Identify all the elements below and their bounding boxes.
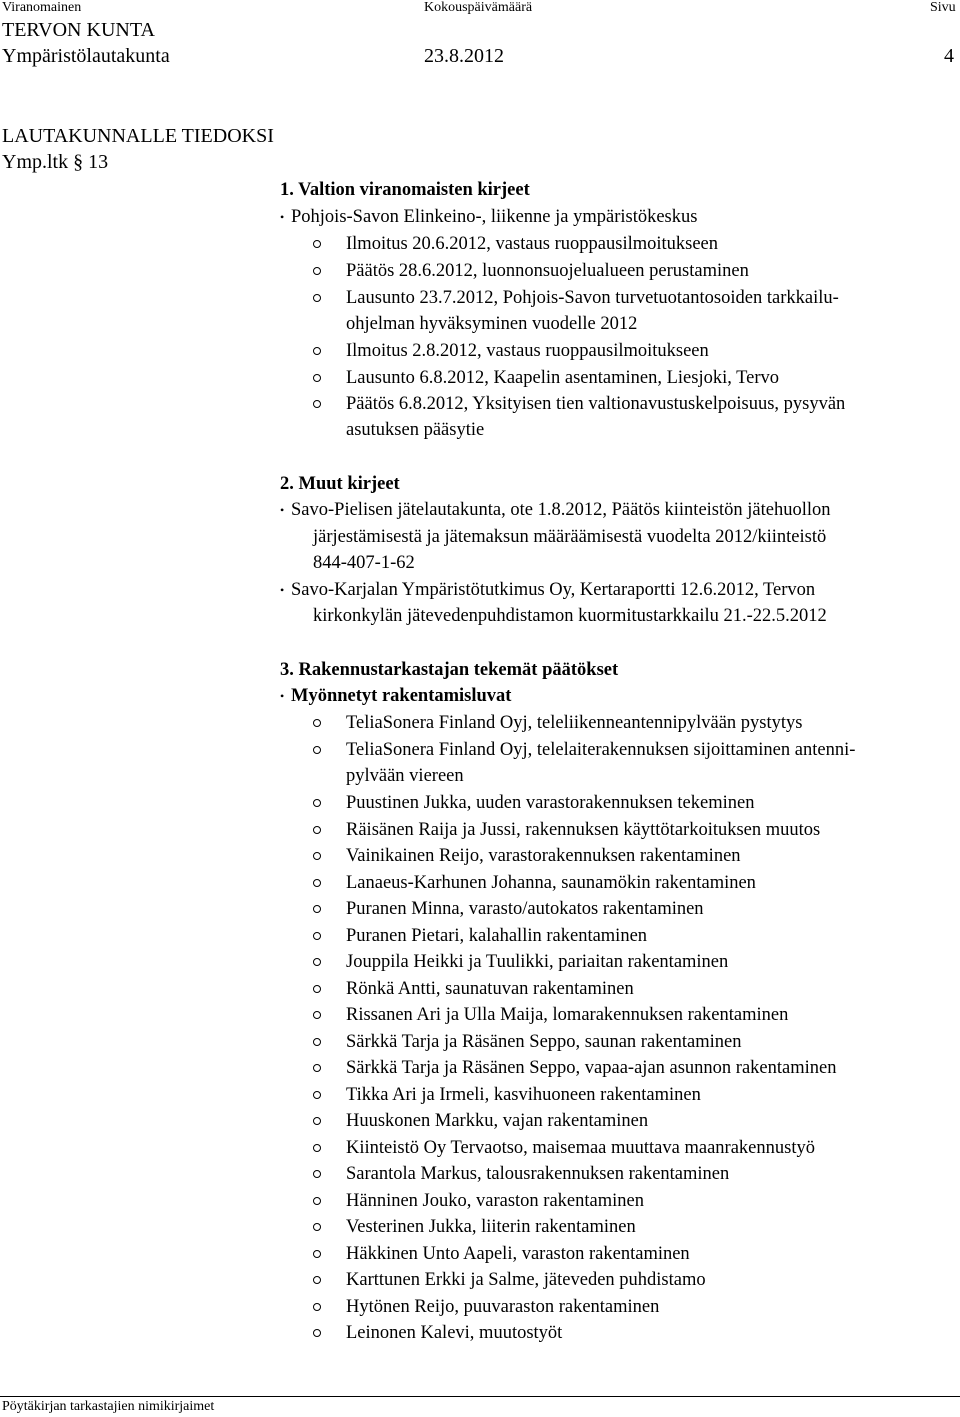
section-3-subheading: Myönnetyt rakentamisluvat: [291, 686, 512, 706]
list-circle-icon: [313, 294, 321, 302]
list-item: Sarantola Markus, talousrakennuksen rakentaminen: [346, 1164, 730, 1184]
list-circle-icon: [313, 1223, 321, 1231]
list-item: Tikka Ari ja Irmeli, kasvihuoneen rakentaminen: [346, 1085, 701, 1105]
list-circle-icon: [313, 852, 321, 860]
header-organization: TERVON KUNTA: [2, 19, 155, 41]
section-1-heading: 1. Valtion viranomaisten kirjeet: [280, 180, 530, 200]
list-circle-icon: [313, 267, 321, 275]
list-circle-icon: [313, 1329, 321, 1337]
list-item: Vesterinen Jukka, liiterin rakentaminen: [346, 1217, 636, 1237]
list-item: Leinonen Kalevi, muutostyöt: [346, 1323, 563, 1343]
list-item-continuation: ohjelman hyväksyminen vuodelle 2012: [346, 314, 638, 334]
list-circle-icon: [313, 240, 321, 248]
section-2-heading: 2. Muut kirjeet: [280, 474, 400, 494]
list-circle-icon: [313, 400, 321, 408]
list-item-continuation: pylvään viereen: [346, 766, 464, 786]
bullet-dot: •: [280, 210, 285, 224]
list-circle-icon: [313, 905, 321, 913]
section-reference: Ymp.ltk § 13: [2, 151, 109, 173]
list-item: Lanaeus-Karhunen Johanna, saunamökin rakentaminen: [346, 873, 756, 893]
list-circle-icon: [313, 879, 321, 887]
header-page-number: 4: [944, 45, 954, 67]
list-item: Puranen Pietari, kalahallin rakentaminen: [346, 926, 648, 946]
list-item: Päätös 6.8.2012, Yksityisen tien valtionavustuskelpoisuus, pysyvän: [346, 394, 846, 414]
list-item-continuation: 844-407-1-62: [313, 553, 415, 573]
list-item: Rissanen Ari ja Ulla Maija, lomarakennuksen rakentaminen: [346, 1005, 789, 1025]
list-item: TeliaSonera Finland Oyj, teleliikenneantennipylvään pystytys: [346, 713, 803, 733]
bullet-dot: •: [280, 583, 285, 597]
bullet-dot: •: [280, 689, 285, 703]
list-circle-icon: [313, 932, 321, 940]
list-item: Rönkä Antti, saunatuvan rakentaminen: [346, 979, 634, 999]
section-1-sender: Pohjois-Savon Elinkeino-, liikenne ja ympäristökeskus: [291, 207, 698, 227]
header-authority: Ympäristölautakunta: [2, 45, 170, 67]
list-circle-icon: [313, 374, 321, 382]
list-item: Räisänen Raija ja Jussi, rakennuksen käyttötarkoituksen muutos: [346, 820, 821, 840]
header-label-date: Kokouspäivämäärä: [424, 0, 533, 15]
list-circle-icon: [313, 1303, 321, 1311]
section-3-heading: 3. Rakennustarkastajan tekemät päätökset: [280, 660, 619, 680]
list-item: Jouppila Heikki ja Tuulikki, pariaitan rakentaminen: [346, 952, 729, 972]
list-circle-icon: [313, 347, 321, 355]
list-item: Vainikainen Reijo, varastorakennuksen rakentaminen: [346, 846, 741, 866]
list-item-continuation: kirkonkylän jätevedenpuhdistamon kuormitustarkkailu 21.-22.5.2012: [313, 606, 827, 626]
list-item-continuation: asutuksen pääsytie: [346, 420, 485, 440]
list-item: TeliaSonera Finland Oyj, telelaiterakennuksen sijoittaminen antenni-: [346, 740, 856, 760]
list-item: Päätös 28.6.2012, luonnonsuojelualueen perustaminen: [346, 261, 749, 281]
list-item: Puustinen Jukka, uuden varastorakennuksen tekeminen: [346, 793, 755, 813]
header-label-page: Sivu: [930, 0, 956, 15]
list-item: Huuskonen Markku, vajan rakentaminen: [346, 1111, 649, 1131]
header-label-authority: Viranomainen: [2, 0, 82, 15]
bullet-dot: •: [280, 503, 285, 517]
list-item: Hytönen Reijo, puuvaraston rakentaminen: [346, 1297, 660, 1317]
list-item: Hänninen Jouko, varaston rakentaminen: [346, 1191, 644, 1211]
list-item: Savo-Karjalan Ympäristötutkimus Oy, Kertaraportti 12.6.2012, Tervon: [291, 580, 816, 600]
list-circle-icon: [313, 1250, 321, 1258]
list-item: Savo-Pielisen jätelautakunta, ote 1.8.2012, Päätös kiinteistön jätehuollon: [291, 500, 831, 520]
footer-label: Pöytäkirjan tarkastajien nimikirjaimet: [2, 1399, 215, 1414]
list-circle-icon: [313, 799, 321, 807]
list-item: Ilmoitus 2.8.2012, vastaus ruoppausilmoitukseen: [346, 341, 709, 361]
list-item: Ilmoitus 20.6.2012, vastaus ruoppausilmoitukseen: [346, 234, 719, 254]
list-circle-icon: [313, 746, 321, 754]
list-circle-icon: [313, 985, 321, 993]
list-circle-icon: [313, 1197, 321, 1205]
list-item: Puranen Minna, varasto/autokatos rakentaminen: [346, 899, 704, 919]
page-title: LAUTAKUNNALLE TIEDOKSI: [2, 125, 274, 147]
header-date: 23.8.2012: [424, 45, 504, 67]
list-item: Kiinteistö Oy Tervaotso, maisemaa muuttava maanrakennustyö: [346, 1138, 815, 1158]
list-circle-icon: [313, 1276, 321, 1284]
list-item: Karttunen Erkki ja Salme, jäteveden puhdistamo: [346, 1270, 706, 1290]
list-item: Häkkinen Unto Aapeli, varaston rakentaminen: [346, 1244, 690, 1264]
list-item: Lausunto 23.7.2012, Pohjois-Savon turvetuotantosoiden tarkkailu-: [346, 288, 839, 308]
list-item: Lausunto 6.8.2012, Kaapelin asentaminen, Liesjoki, Tervo: [346, 368, 780, 388]
list-circle-icon: [313, 1011, 321, 1019]
list-item: Särkkä Tarja ja Räsänen Seppo, vapaa-ajan asunnon rakentaminen: [346, 1058, 837, 1078]
list-circle-icon: [313, 1038, 321, 1046]
list-circle-icon: [313, 958, 321, 966]
list-circle-icon: [313, 826, 321, 834]
list-circle-icon: [313, 1144, 321, 1152]
list-circle-icon: [313, 719, 321, 727]
list-circle-icon: [313, 1064, 321, 1072]
footer-divider: [0, 1396, 960, 1397]
list-item-continuation: järjestämisestä ja jätemaksun määräämisestä vuodelta 2012/kiinteistö: [313, 527, 827, 547]
list-item: Särkkä Tarja ja Räsänen Seppo, saunan rakentaminen: [346, 1032, 742, 1052]
list-circle-icon: [313, 1117, 321, 1125]
list-circle-icon: [313, 1170, 321, 1178]
list-circle-icon: [313, 1091, 321, 1099]
